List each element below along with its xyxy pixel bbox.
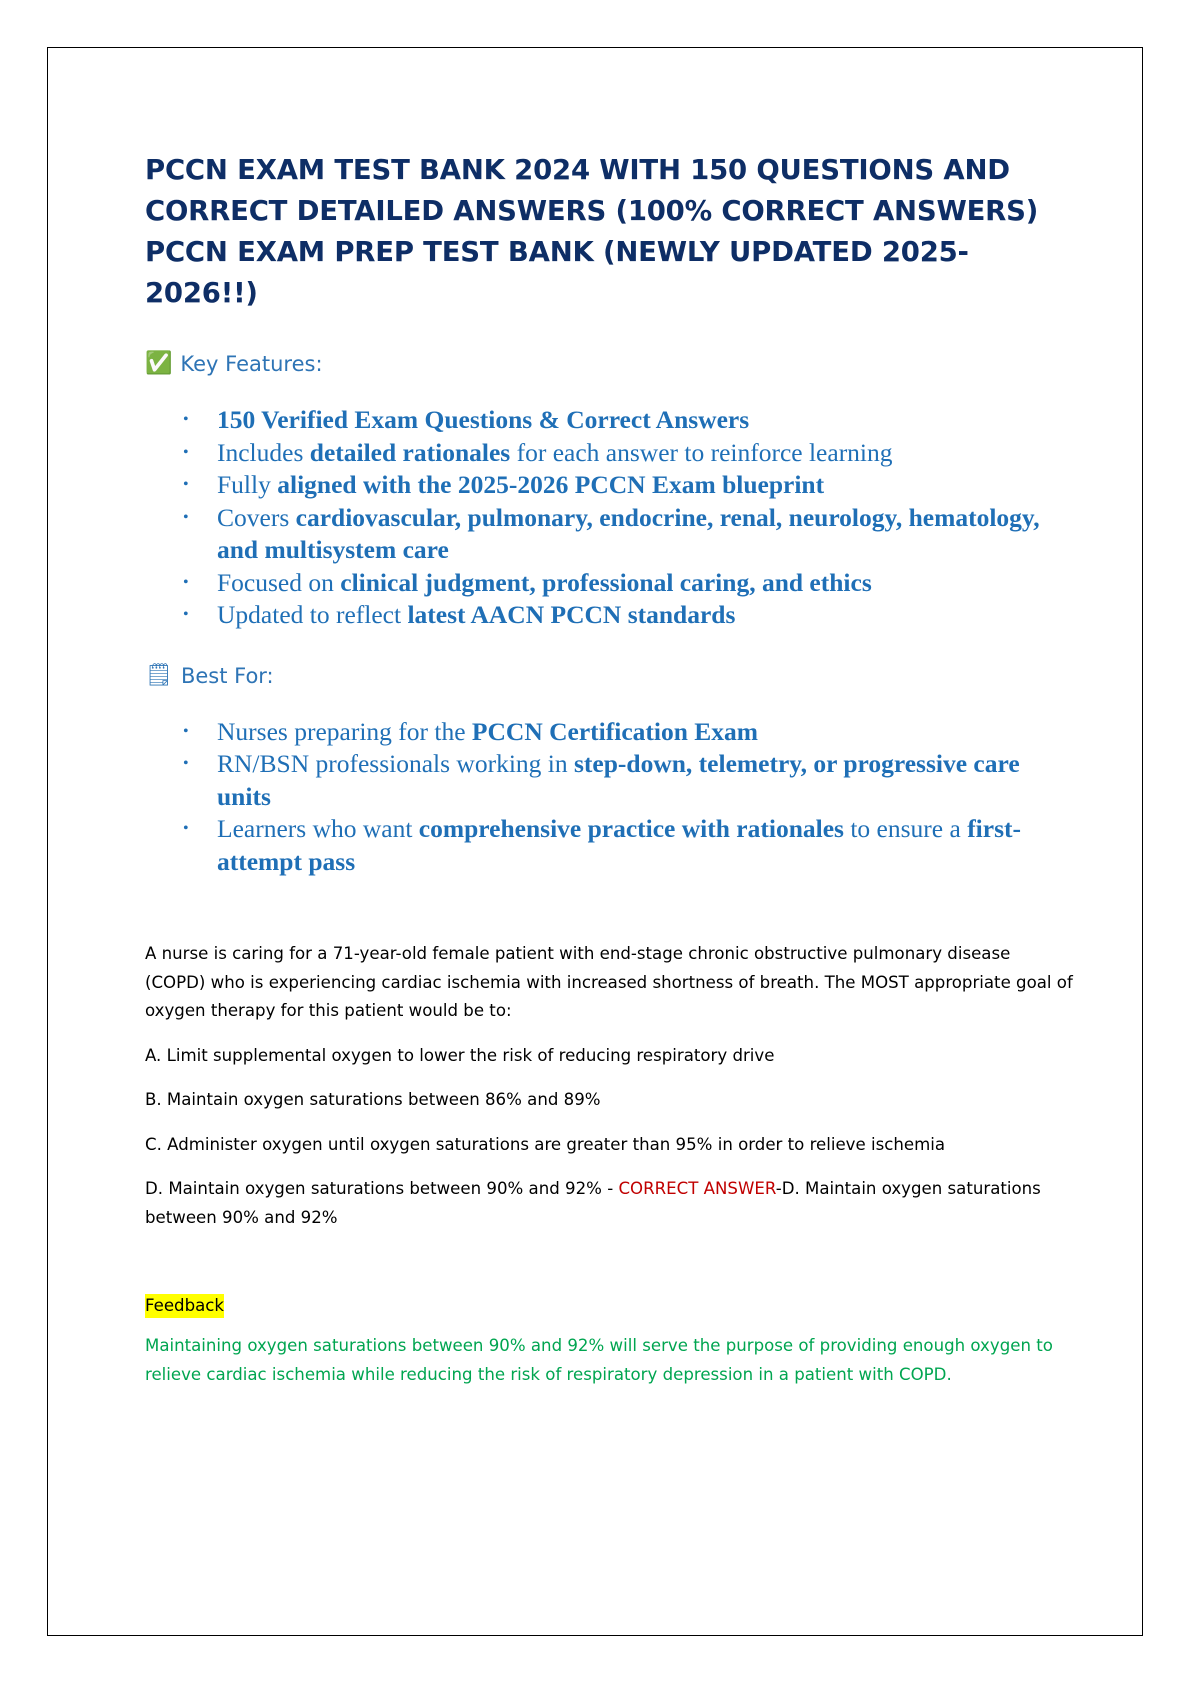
- question-stem: A nurse is caring for a 71-year-old female patient with end-stage chronic obstructive pulmonary disease (COPD) who is experiencing cardiac ischemia with increased shortness of breath. The MOST appropriate goal of oxygen therapy for this patient would be to:: [145, 944, 1073, 1020]
- best-for-list: [145, 716, 1075, 879]
- correct-answer-label: CORRECT ANSWER: [618, 1179, 776, 1198]
- list-item: • Covers cardiovascular, pulmonary, endocrine, renal, neurology, hematology, and multisystem care: [183, 502, 1040, 564]
- list-item: • Updated to reflect latest AACN PCCN standards: [217, 599, 1075, 632]
- bullet-icon: •: [183, 411, 189, 428]
- list-item: • Nurses preparing for the PCCN Certification Exam: [217, 716, 1075, 749]
- key-features-heading: [145, 350, 1075, 378]
- option-c: C. Administer oxygen until oxygen saturations are greater than 95% in order to relieve ischemia: [145, 1134, 946, 1154]
- list-item: • 150 Verified Exam Questions & Correct Answers: [217, 404, 1075, 437]
- bullet-icon: •: [183, 443, 189, 461]
- bullet-icon: •: [183, 755, 189, 772]
- feedback-label: Feedback: [145, 1294, 224, 1318]
- option-d-text: D. Maintain oxygen saturations between 90% and 92% -: [145, 1179, 619, 1198]
- document-title: PCCN EXAM TEST BANK 2024 WITH 150 QUESTIONS AND CORRECT DETAILED ANSWERS (100% CORRECT ANSWERS) PCCN EXAM PREP TEST BANK (NEWLY UPDATED 2025-2026!!): [145, 154, 1039, 309]
- bullet-icon: •: [183, 820, 189, 837]
- list-item: • RN/BSN professionals working in step-down, telemetry, or progressive care units: [183, 749, 1020, 811]
- best-for-heading-text: Best For:: [180, 663, 274, 688]
- bullet-icon: •: [183, 508, 189, 526]
- bullet-icon: •: [183, 722, 189, 740]
- bullet-icon: •: [183, 606, 189, 623]
- list-item: • Fully aligned with the 2025-2026 PCCN Exam blueprint: [217, 469, 1075, 502]
- document-content: [145, 150, 1075, 1389]
- key-features-heading-text: Key Features:: [180, 352, 323, 376]
- feedback-text: Maintaining oxygen saturations between 90% and 92% will serve the purpose of providing enough oxygen to relieve cardiac ischemia while reducing the risk of respiratory depression in a patient with COPD.: [145, 1336, 1053, 1384]
- list-item: • Focused on clinical judgment, professional caring, and ethics: [217, 567, 1075, 600]
- notepad-icon: 🗒: [145, 662, 173, 688]
- correct-answer-text: -D. Maintain oxygen saturations between 90% and 92%: [145, 1179, 1041, 1227]
- check-icon: ✅: [145, 351, 173, 376]
- list-item: • Learners who want comprehensive practice with rationales to ensure a first-attempt pass: [183, 814, 1021, 876]
- list-item: • Includes detailed rationales for each answer to reinforce learning: [217, 437, 1075, 470]
- bullet-icon: •: [183, 476, 189, 493]
- question-block: [145, 940, 1075, 1232]
- bullet-icon: •: [183, 573, 189, 591]
- option-a: A. Limit supplemental oxygen to lower the risk of reducing respiratory drive: [145, 1045, 775, 1065]
- option-b: B. Maintain oxygen saturations between 86% and 89%: [145, 1090, 601, 1109]
- option-d: [145, 1175, 1075, 1232]
- best-for-heading: [145, 662, 1075, 690]
- key-features-list: [145, 404, 1075, 632]
